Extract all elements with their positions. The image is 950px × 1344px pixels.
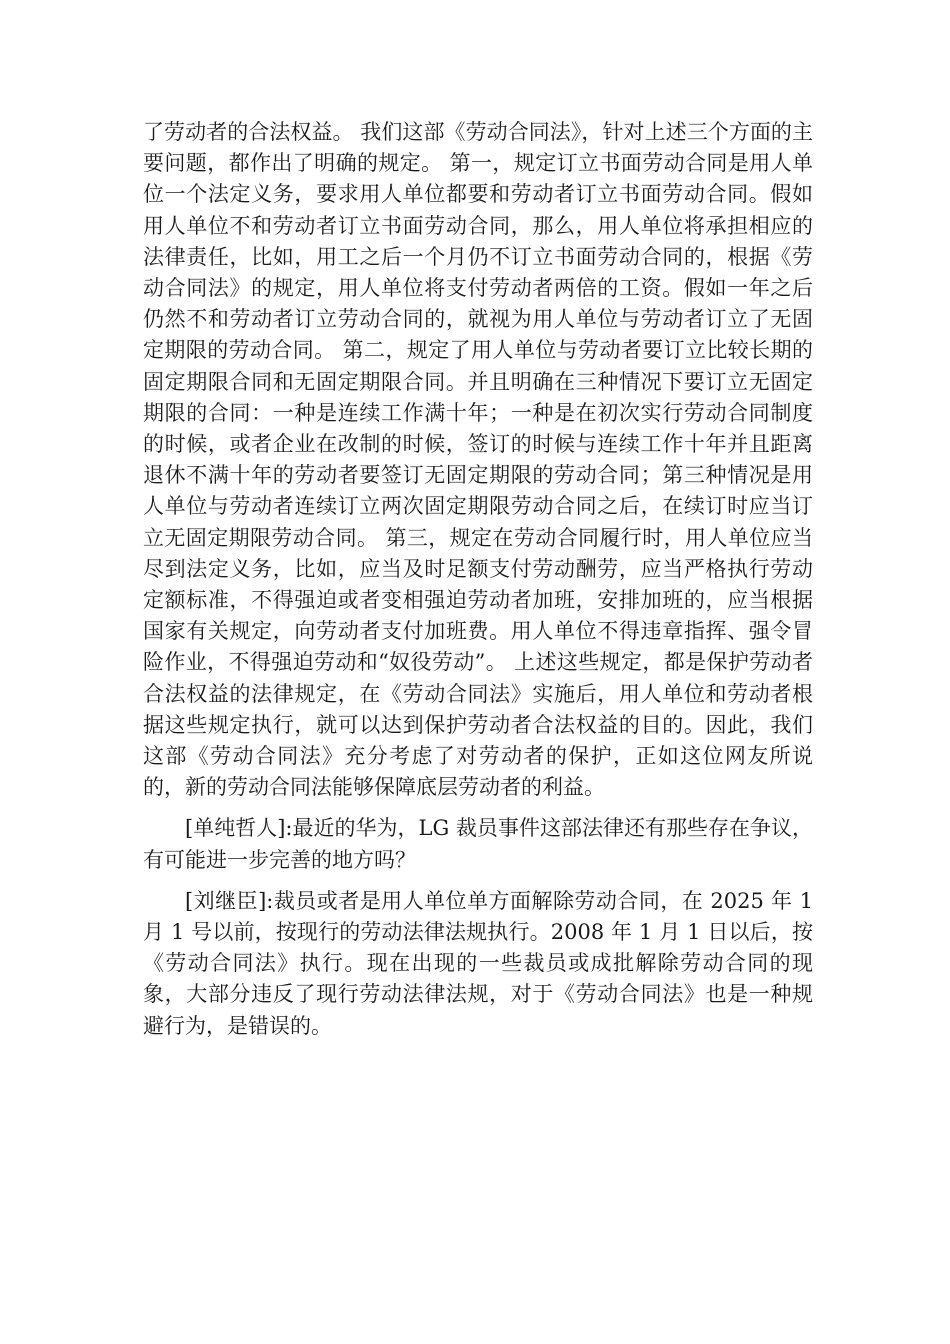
document-page	[143, 117, 813, 1052]
body-paragraph-labor-contract-provisions: 了劳动者的合法权益。 我们这部《劳动合同法》，针对上述三个方面的主要问题，都作出了明确的规定。 第一，规定订立书面劳动合同是用人单位一个法定义务，要求用人单位都要和劳动者订立书面劳动合同。假如用人单位不和劳动者订立书面劳动合同，那么，用人单位将承担相应的法律责任，比如，用工之后一个月仍不订立书面劳动合同的，根据《劳动合同法》的规定，用人单位将支付劳动者两倍的工资。假如一年之后仍然不和劳动者订立劳动合同的，就视为用人单位与劳动者订立了无固定期限的劳动合同。 第二，规定了用人单位与劳动者要订立比较长期的固定期限合同和无固定期限合同。并且明确在三种情况下要订立无固定期限的合同：一种是连续工作满十年；一种是在初次实行劳动合同制度的时候，或者企业在改制的时候，签订的时候与连续工作十年并且距离退休不满十年的劳动者要签订无固定期限的劳动合同；第三种情况是用人单位与劳动者连续订立两次固定期限劳动合同之后，在续订时应当订立无固定期限劳动合同。 第三，规定在劳动合同履行时，用人单位应当尽到法定义务，比如，应当及时足额支付劳动酬劳，应当严格执行劳动定额标准，不得强迫或者变相强迫劳动者加班，安排加班的，应当根据国家有关规定，向劳动者支付加班费。用人单位不得违章指挥、强令冒险作业，不得强迫劳动和“奴役劳动”。 上述这些规定，都是保护劳动者合法权益的法律规定，在《劳动合同法》实施后，用人单位和劳动者根据这些规定执行，就可以达到保护劳动者合法权益的目的。因此，我们这部《劳动合同法》充分考虑了对劳动者的保护，正如这位网友所说的，新的劳动合同法能够保障底层劳动者的利益。	[143, 120, 813, 800]
question-paragraph-layoffs: [单纯哲人]:最近的华为，LG 裁员事件这部法律还有那些存在争议，有可能进一步完善的地方吗？	[143, 816, 813, 872]
answer-paragraph-liu-jichen: [刘继臣]:裁员或者是用人单位单方面解除劳动合同，在 2025 年 1 月 1 号以前，按现行的劳动法律法规执行。2008 年 1 月 1 日以后，按《劳动合同法》执行。现在出现的一些裁员或成批解除劳动合同的现象，大部分违反了现行劳动法律法规，对于《劳动合同法》也是一种规避行为，是错误的。	[143, 888, 813, 1038]
